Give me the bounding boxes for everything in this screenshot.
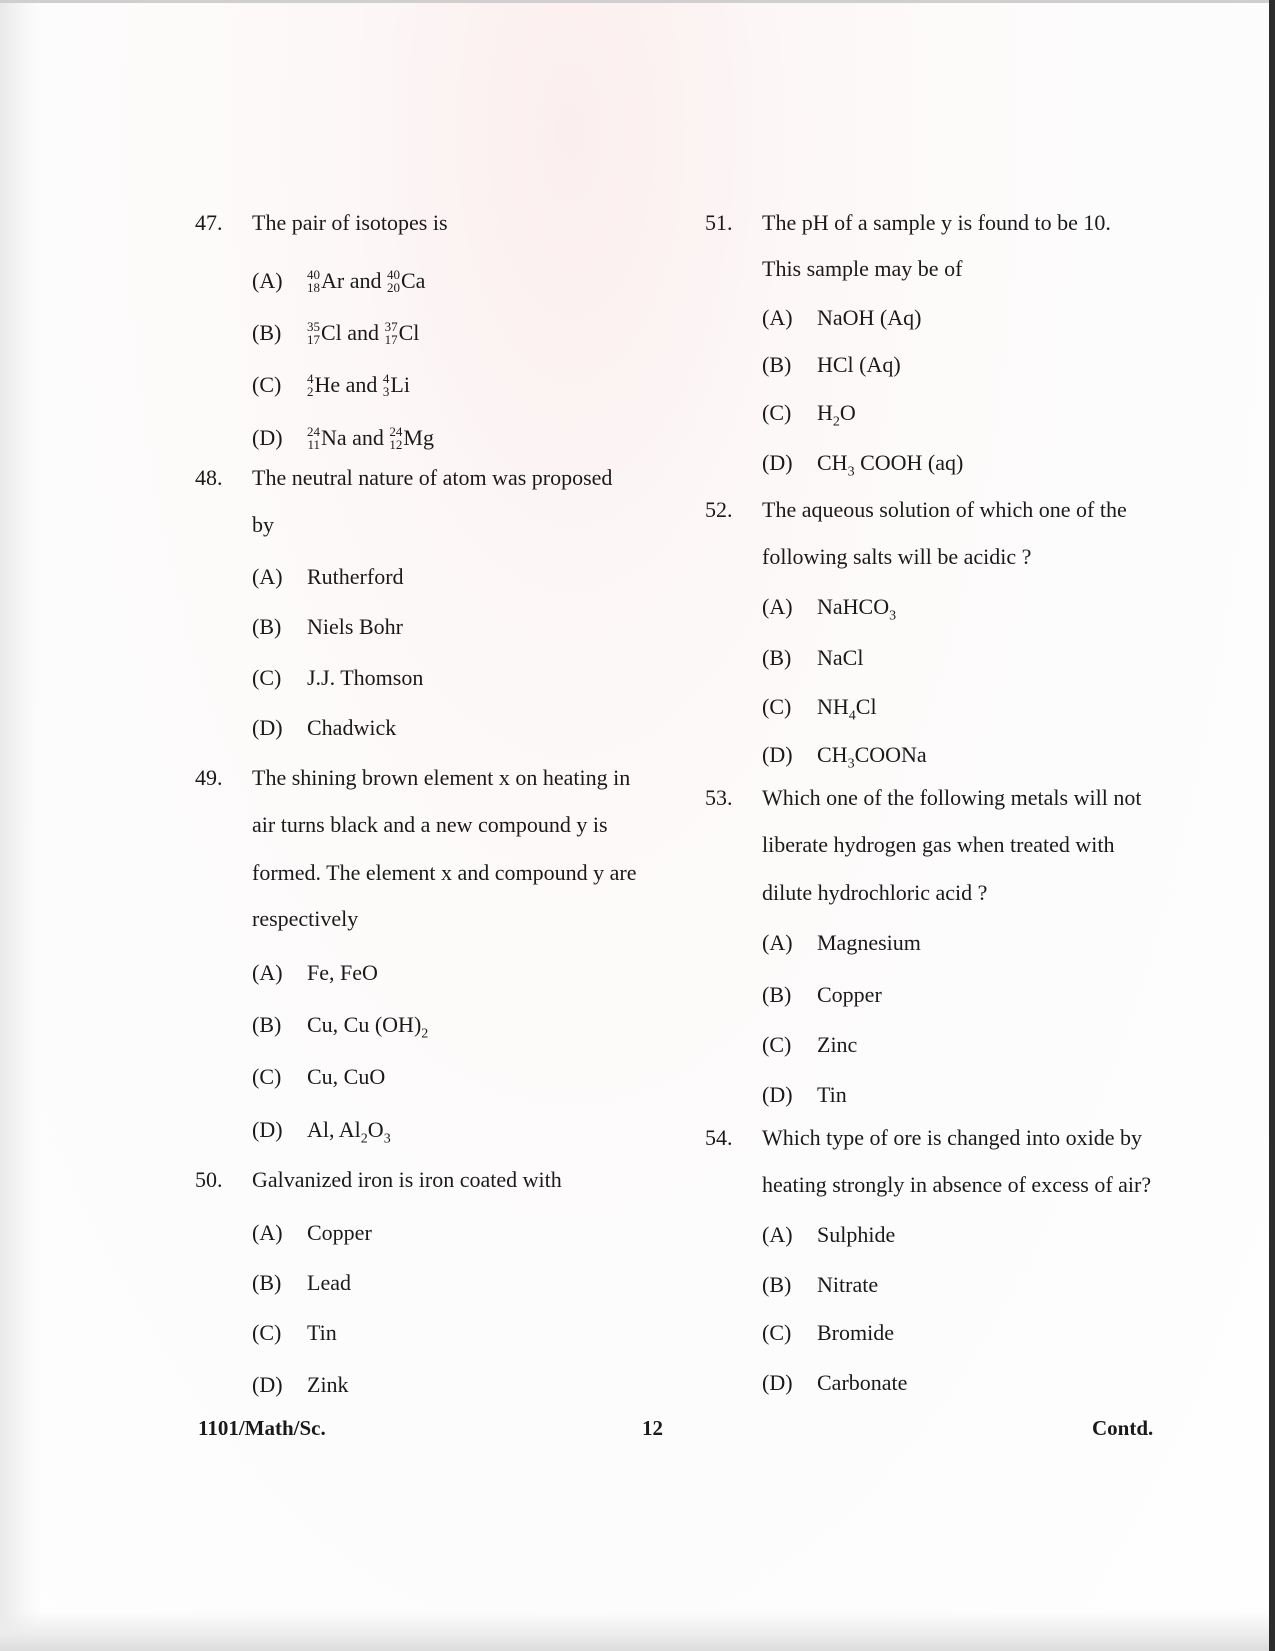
- answer-option: [762, 1318, 894, 1348]
- answer-option: [762, 398, 856, 437]
- question-stem-line: formed. The element x and compound y are: [252, 860, 637, 885]
- formula-text: H: [817, 400, 833, 425]
- option-label: (D): [762, 742, 793, 767]
- element-symbol: Na: [321, 425, 347, 450]
- subscript: 3: [847, 464, 855, 480]
- isotope-notation: [389, 425, 402, 451]
- option-label: (C): [762, 1032, 792, 1057]
- answer-option: [252, 562, 404, 592]
- option-label: (A): [762, 594, 793, 619]
- option-label: (B): [762, 645, 792, 670]
- option-label: (D): [762, 1370, 793, 1395]
- option-text: Sulphide: [817, 1222, 896, 1247]
- formula-text: O: [839, 400, 856, 425]
- isotope-notation: [307, 268, 320, 294]
- subscript: 2: [832, 414, 840, 430]
- option-label: (A): [252, 960, 283, 985]
- answer-option: [762, 1080, 847, 1110]
- formula-text: COOH (aq): [854, 450, 964, 475]
- option-text: Magnesium: [817, 930, 921, 955]
- option-text: Tin: [817, 1082, 847, 1107]
- answer-option: [252, 1115, 391, 1154]
- answer-option: [762, 1220, 895, 1250]
- question-stem-line: Which one of the following metals will not: [762, 785, 1142, 810]
- answer-option: [762, 448, 963, 487]
- mass-number: 24: [307, 423, 320, 439]
- option-label: (A): [762, 305, 793, 330]
- answer-option: [252, 1318, 337, 1348]
- answer-option: [762, 692, 877, 731]
- question-number: 48.: [195, 465, 223, 490]
- formula-text: and: [340, 372, 383, 397]
- answer-option: [762, 350, 901, 380]
- option-label: (A): [252, 1220, 283, 1245]
- formula-text: NaHCO: [817, 594, 890, 619]
- question-number: 50.: [195, 1167, 223, 1192]
- question-stem-line: air turns black and a new compound y is: [252, 812, 608, 837]
- option-label: (C): [762, 694, 792, 719]
- atomic-number: 3: [382, 383, 390, 399]
- answer-option: [762, 980, 882, 1010]
- option-label: (C): [252, 372, 282, 397]
- option-text: [307, 425, 434, 450]
- isotope-notation: [385, 320, 398, 346]
- option-text: [307, 1012, 429, 1042]
- isotope-notation: [307, 425, 320, 451]
- option-label: (C): [762, 400, 792, 425]
- answer-option: [252, 318, 419, 348]
- question-stem-line: heating strongly in absence of excess of air?: [762, 1172, 1152, 1197]
- formula-text: Cu, Cu (OH): [307, 1012, 422, 1037]
- answer-option: [762, 1270, 878, 1300]
- subscript: 3: [889, 608, 897, 624]
- page-bottom-shadow: [0, 1611, 1275, 1651]
- atomic-number: 11: [307, 436, 320, 452]
- option-label: (C): [252, 1064, 282, 1089]
- answer-option: [252, 423, 434, 453]
- option-text: Copper: [307, 1220, 372, 1245]
- option-label: (A): [762, 1222, 793, 1247]
- option-text: Chadwick: [307, 715, 397, 740]
- option-label: (B): [762, 1272, 792, 1297]
- question-stem-line: respectively: [252, 906, 359, 931]
- option-label: (C): [252, 665, 282, 690]
- formula-text: COONa: [854, 742, 927, 767]
- option-label: (C): [252, 1320, 282, 1345]
- formula-text: and: [346, 425, 390, 450]
- isotope-notation: [383, 372, 390, 398]
- mass-number: 4: [382, 370, 390, 386]
- atomic-number: 17: [384, 331, 398, 347]
- option-label: (D): [762, 1082, 793, 1107]
- mass-number: 4: [307, 370, 314, 386]
- option-text: Lead: [307, 1270, 351, 1295]
- option-text: [307, 372, 410, 397]
- option-text: NaOH (Aq): [817, 305, 922, 330]
- subscript: 2: [360, 1131, 368, 1147]
- atomic-number: 12: [389, 436, 403, 452]
- option-label: (B): [762, 982, 792, 1007]
- option-text: Fe, FeO: [307, 960, 378, 985]
- option-text: [817, 450, 964, 480]
- option-label: (D): [252, 425, 283, 450]
- option-label: (B): [252, 614, 282, 639]
- question-stem-line: The neutral nature of atom was proposed: [252, 465, 613, 490]
- question-stem-line: The pH of a sample y is found to be 10.: [762, 210, 1111, 235]
- option-label: (A): [252, 268, 283, 293]
- question-stem-line: by: [252, 512, 274, 537]
- element-symbol: Mg: [403, 425, 434, 450]
- element-symbol: He: [314, 372, 341, 397]
- paper-code: 1101/Math/Sc.: [198, 1416, 326, 1440]
- option-text: Niels Bohr: [307, 614, 403, 639]
- formula-text: CH: [817, 450, 848, 475]
- answer-option: [252, 1062, 385, 1092]
- option-text: NaCl: [817, 645, 864, 670]
- option-text: Bromide: [817, 1320, 894, 1345]
- formula-text: O: [367, 1117, 384, 1142]
- answer-option: [252, 266, 425, 296]
- page-left-shadow: [0, 0, 40, 1651]
- question-stem-line: The shining brown element x on heating in: [252, 765, 631, 790]
- mass-number: 40: [386, 266, 400, 282]
- option-text: [307, 320, 419, 345]
- answer-option: [252, 1268, 351, 1298]
- formula-text: and: [341, 320, 385, 345]
- option-text: [817, 594, 897, 624]
- question-stem-line: Galvanized iron is iron coated with: [252, 1167, 562, 1192]
- answer-option: [252, 1218, 372, 1248]
- option-text: Zink: [307, 1372, 349, 1397]
- option-label: (B): [252, 1270, 282, 1295]
- option-text: Nitrate: [817, 1272, 879, 1297]
- answer-option: [252, 1370, 349, 1400]
- question-stem-line: This sample may be of: [762, 256, 963, 281]
- option-text: Rutherford: [307, 564, 404, 589]
- answer-option: [762, 643, 863, 673]
- mass-number: 24: [389, 423, 403, 439]
- question-stem-line: The pair of isotopes is: [252, 210, 448, 235]
- element-symbol: Cl: [398, 320, 420, 345]
- option-text: Cu, CuO: [307, 1064, 386, 1089]
- answer-option: [762, 740, 927, 779]
- question-number: 53.: [705, 785, 733, 810]
- page-number: 12: [642, 1416, 663, 1440]
- option-label: (C): [762, 1320, 792, 1345]
- subscript: 3: [847, 756, 855, 772]
- option-label: (D): [252, 715, 283, 740]
- formula-text: Cl: [855, 694, 877, 719]
- answer-option: [252, 958, 378, 988]
- atomic-number: 18: [307, 279, 320, 295]
- question-number: 54.: [705, 1125, 733, 1150]
- question-stem-line: liberate hydrogen gas when treated with: [762, 832, 1115, 857]
- question-number: 51.: [705, 210, 733, 235]
- mass-number: 40: [307, 266, 320, 282]
- answer-option: [252, 713, 396, 743]
- answer-option: [762, 592, 896, 631]
- answer-option: [762, 303, 921, 333]
- option-label: (A): [252, 564, 283, 589]
- element-symbol: Ca: [400, 268, 426, 293]
- question-stem-line: following salts will be acidic ?: [762, 544, 1032, 569]
- question-number: 52.: [705, 497, 733, 522]
- option-text: [817, 742, 927, 772]
- answer-option: [252, 612, 403, 642]
- option-text: [817, 694, 877, 724]
- option-text: HCl (Aq): [817, 352, 901, 377]
- option-label: (B): [252, 320, 282, 345]
- option-text: Copper: [817, 982, 882, 1007]
- answer-option: [762, 928, 921, 958]
- question-number: 47.: [195, 210, 223, 235]
- page-top-edge: [0, 0, 1275, 3]
- option-text: [817, 400, 856, 430]
- formula-text: Al, Al: [307, 1117, 361, 1142]
- option-label: (B): [252, 1012, 282, 1037]
- option-label: (B): [762, 352, 792, 377]
- mass-number: 37: [384, 318, 398, 334]
- option-text: Zinc: [817, 1032, 858, 1057]
- isotope-notation: [307, 372, 314, 398]
- option-label: (D): [252, 1117, 283, 1142]
- answer-option: [252, 370, 410, 400]
- question-stem-line: Which type of ore is changed into oxide by: [762, 1125, 1143, 1150]
- question-stem-line: dilute hydrochloric acid ?: [762, 880, 988, 905]
- option-text: Carbonate: [817, 1370, 908, 1395]
- element-symbol: Cl: [321, 320, 342, 345]
- formula-text: CH: [817, 742, 848, 767]
- isotope-notation: [387, 268, 400, 294]
- atomic-number: 20: [386, 279, 400, 295]
- option-label: (D): [762, 450, 793, 475]
- atomic-number: 2: [307, 383, 314, 399]
- question-stem-line: The aqueous solution of which one of the: [762, 497, 1127, 522]
- element-symbol: Ar: [321, 268, 345, 293]
- option-text: J.J. Thomson: [307, 665, 424, 690]
- answer-option: [252, 1010, 428, 1049]
- option-text: [307, 1117, 391, 1147]
- answer-option: [762, 1368, 907, 1398]
- formula-text: and: [344, 268, 387, 293]
- subscript: 2: [421, 1026, 429, 1042]
- atomic-number: 17: [307, 331, 320, 347]
- answer-option: [762, 1030, 857, 1060]
- option-text: Tin: [307, 1320, 337, 1345]
- question-number: 49.: [195, 765, 223, 790]
- isotope-notation: [307, 320, 320, 346]
- subscript: 4: [848, 708, 856, 724]
- option-text: [307, 268, 425, 293]
- continued-label: Contd.: [1092, 1416, 1154, 1440]
- option-label: (A): [762, 930, 793, 955]
- element-symbol: Li: [390, 372, 410, 397]
- subscript: 3: [383, 1131, 391, 1147]
- option-label: (D): [252, 1372, 283, 1397]
- mass-number: 35: [307, 318, 320, 334]
- answer-option: [252, 663, 423, 693]
- formula-text: NH: [817, 694, 849, 719]
